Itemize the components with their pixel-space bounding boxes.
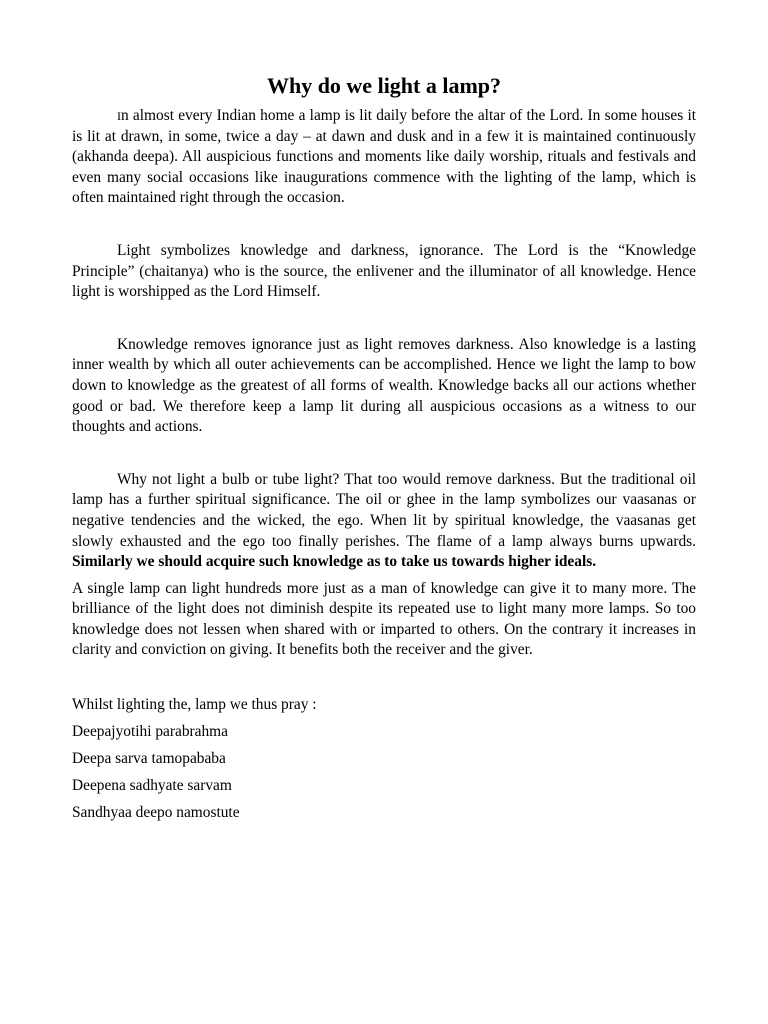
prayer-line-4: Sandhyaa deepo namostute: [72, 804, 240, 822]
prayer-intro: Whilst lighting the, lamp we thus pray :: [72, 696, 317, 714]
paragraph-4-text: Why not light a bulb or tube light? That too would remove darkness. But the traditional oil lamp has a further spiritual significance. The oil or ghee in the lamp symbolizes our vaasanas or negative tendencies and the wicked, the ego. When lit by spiritual knowledge, the vaasanas get slowly exhausted and the ego too finally perishes. The flame of a lamp always burns upwards.: [72, 470, 696, 550]
paragraph-3: Knowledge removes ignorance just as light removes darkness. Also knowledge is a lasting inner wealth by which all outer achievements can be accomplished. Hence we light the lamp to bow down to knowledge as the greatest of all forms of wealth. Knowledge backs all our actions whether good or bad. We therefore keep a lamp lit during all auspicious occasions as a witness to our thoughts and actions.: [72, 335, 696, 436]
paragraph-1-first-letter: I: [117, 109, 121, 123]
prayer-line-3: Deepena sadhyate sarvam: [72, 777, 232, 795]
prayer-line-1: Deepajyotihi parabrahma: [72, 723, 228, 741]
paragraph-1-text: n almost every Indian home a lamp is lit daily before the altar of the Lord. In some houses it is lit at drawn, in some, twice a day – at dawn and dusk and in a few it is maintained continuously (akhanda deepa). All auspicious functions and moments like daily worship, rituals and festivals and even many social occasions like inaugurations commence with the lighting of the lamp, which is often maintained right through the occasion.: [72, 107, 696, 207]
paragraph-4-bold-text: Similarly we should acquire such knowledge as to take us towards higher ideals.: [72, 553, 597, 571]
prayer-line-2: Deepa sarva tamopababa: [72, 750, 226, 768]
paragraph-2: Light symbolizes knowledge and darkness, ignorance. The Lord is the “Knowledge Principle” (chaitanya) who is the source, the enlivener and the illuminator of all knowledge. Hence light is worshipped as the Lord Himself.: [72, 241, 696, 301]
paragraph-4: [72, 470, 696, 573]
page-title: Why do we light a lamp?: [266, 73, 502, 98]
paragraph-1: [72, 106, 696, 209]
paragraph-5: A single lamp can light hundreds more just as a man of knowledge can give it to many more. The brilliance of the light does not diminish despite its repeated use to light many more lamps. So too knowledge does not lessen when shared with or imparted to others. On the contrary it increases in clarity and conviction on giving. It benefits both the receiver and the giver.: [72, 579, 696, 659]
